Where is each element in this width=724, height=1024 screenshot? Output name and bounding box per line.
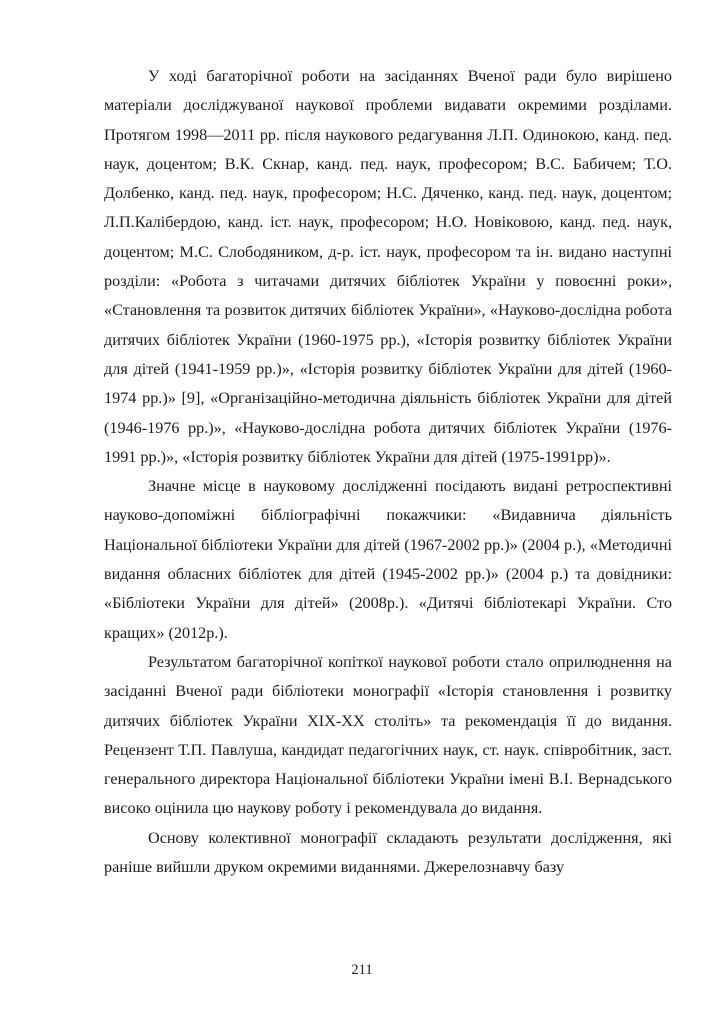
paragraph-4: Основу колективної монографії складають результати дослідження, які раніше вийшли друком окремими виданнями. Джерелознавчу базу xyxy=(104,828,672,877)
page-number: 211 xyxy=(351,962,373,978)
paragraph-2: Значне місце в науковому дослідженні посідають видані ретроспективні науково-допоміжні бібліографічні покажчики: «Видавнича діяльність Національної бібліотеки України для дітей (1967-2002 рр.)» (2004 р.), «Методичні видання обласних бібліотек для дітей (1945-2002 рр.)» (2004 р.) та довідники: «Бібліотеки України для дітей» (2008р.). «Дитячі бібліотекарі України. Сто кращих» (2012р.). xyxy=(104,477,672,642)
body-text xyxy=(104,62,672,882)
paragraph-3: Результатом багаторічної копіткої наукової роботи стало оприлюднення на засіданні Вченої ради бібліотеки монографії «Історія становлення і розвитку дитячих бібліотек України XIX-XX століть» та рекомендація її до видання. Рецензент Т.П. Павлуша, кандидат педагогічних наук, ст. наук. співробітник, заст. генерального директора Національної бібліотеки України імені В.І. Вернадського високо оцінила цю наукову роботу і рекомендувала до видання. xyxy=(104,652,672,818)
paragraph-1: У ході багаторічної роботи на засіданнях Вченої ради було вирішено матеріали досліджуваної наукової проблеми видавати окремими розділами. Протягом 1998—2011 рр. після наукового редагування Л.П. Одинокою, канд. пед. наук, доцентом; В.К. Скнар, канд. пед. наук, професором; В.С. Бабичем; Т.О. Долбенко, канд. пед. наук, професором; Н.С. Дяченко, канд. пед. наук, доцентом; Л.П.Калібердою, канд. іст. наук, професором; Н.О. Новіковою, канд. пед. наук, доцентом; М.С. Слободяником, д-р. іст. наук, професором та ін. видано наступні розділи: «Робота з читачами дитячих бібліотек України у повоєнні роки», «Становлення та розвиток дитячих бібліотек України», «Науково-дослідна робота дитячих бібліотек України (1960-1975 рр.), «Історія розвитку бібліотек України для дітей (1941-1959 рр.)», «Історія розвитку бібліотек України для дітей (1960-1974 рр.)» [9], «Організаційно-методична діяльність бібліотек України для дітей (1946-1976 рр.)», «Науково-дослідна робота дитячих бібліотек України (1976-1991 рр.)», «Історія розвитку бібліотек України для дітей (1975-1991рр)». xyxy=(104,67,672,466)
